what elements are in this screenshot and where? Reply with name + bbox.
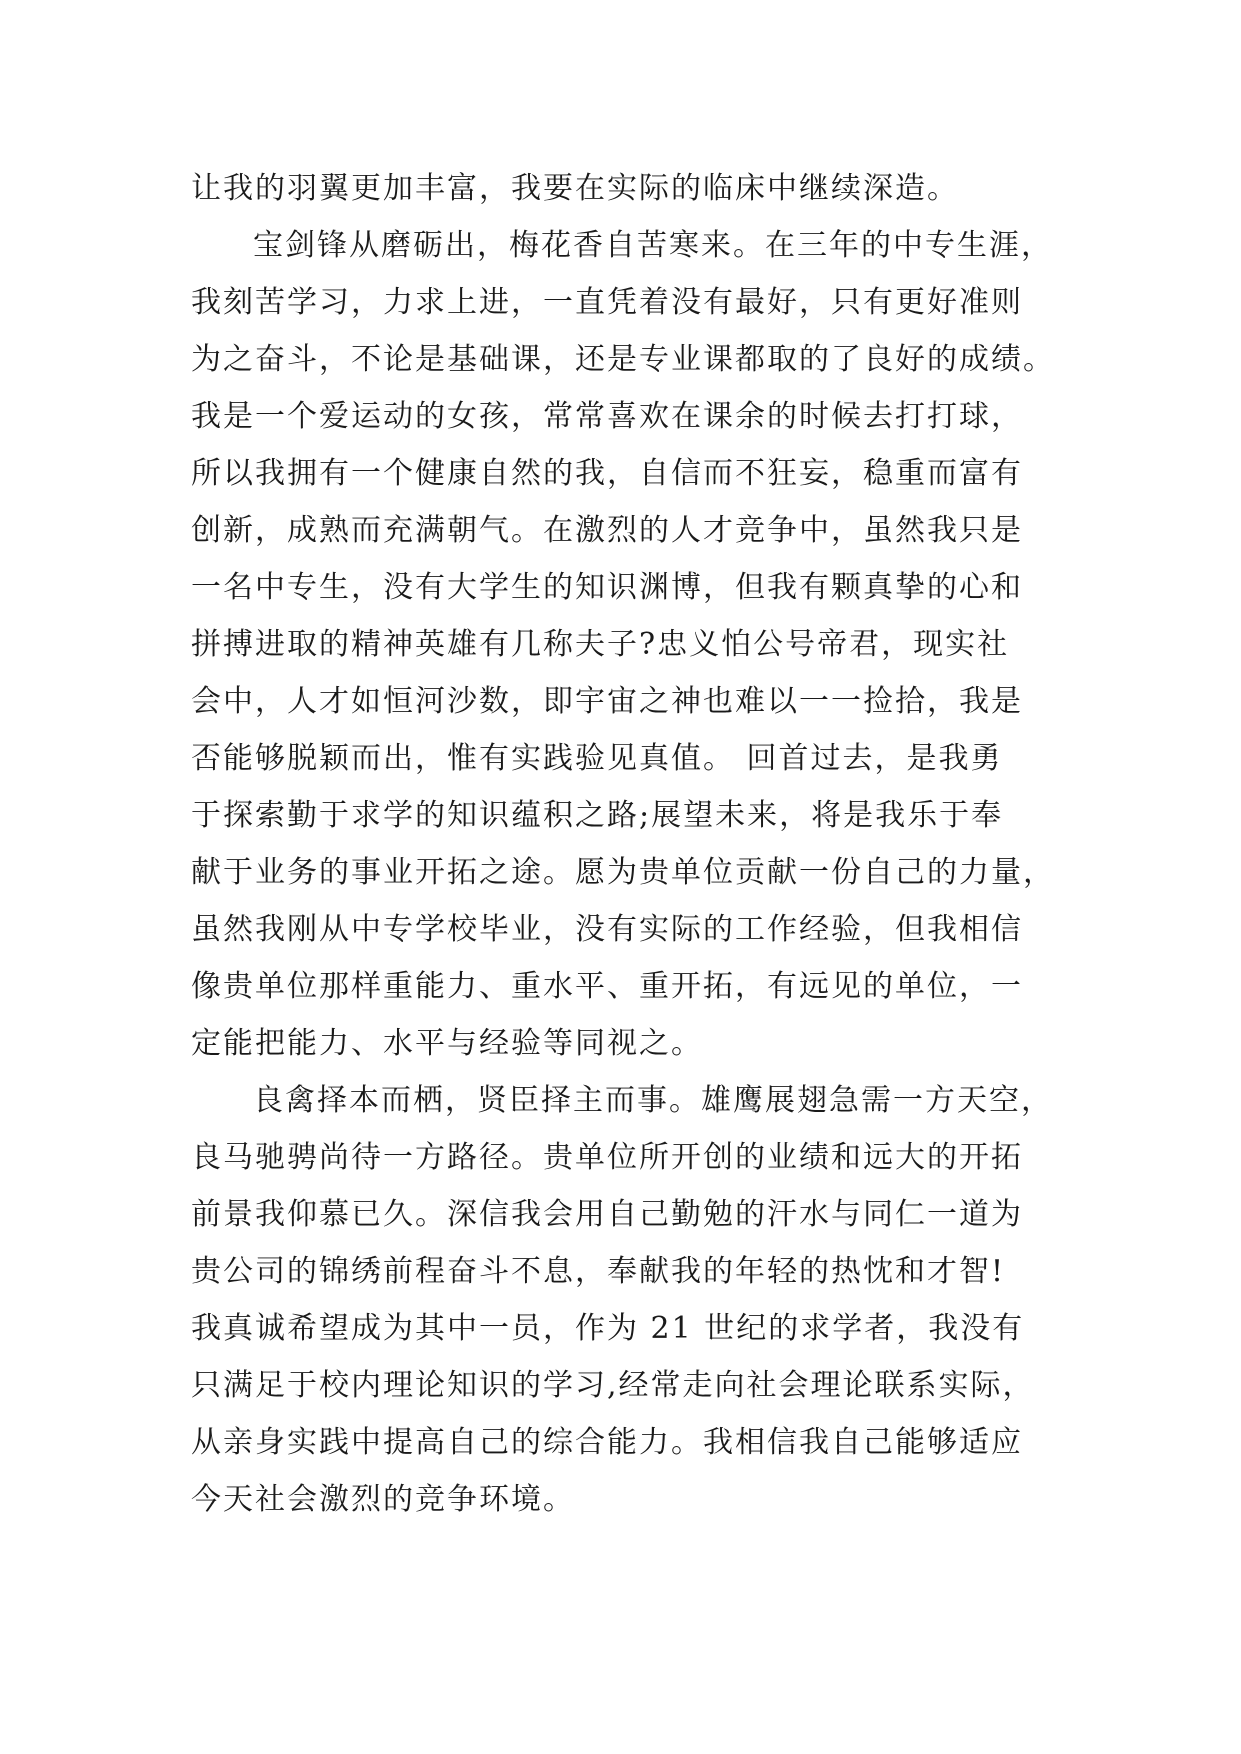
text-line: 虽然我刚从中专学校毕业，没有实际的工作经验，但我相信 [191, 912, 1023, 947]
text-line: 贵公司的锦绣前程奋斗不息，奉献我的年轻的热忱和才智! [191, 1254, 1006, 1289]
text-line: 创新，成熟而充满朝气。在激烈的人才竞争中，虽然我只是 [191, 513, 1023, 548]
text-line: 今天社会激烈的竞争环境。 [191, 1482, 575, 1517]
text-line: 只满足于校内理论知识的学习,经常走向社会理论联系实际， [191, 1368, 1035, 1403]
text-line: 于探索勤于求学的知识蕴积之路;展望未来，将是我乐于奉 [191, 798, 1004, 833]
text-line: 拼搏进取的精神英雄有几称夫子?忠义怕公号帝君，现实社 [191, 627, 1010, 662]
paragraph-start-line: 宝剑锋从磨砺出，梅花香自苦寒来。在三年的中专生涯， [253, 228, 1053, 263]
text-line: 定能把能力、水平与经验等同视之。 [191, 1026, 703, 1061]
text-line: 前景我仰慕已久。深信我会用自己勤勉的汗水与同仁一道为 [191, 1197, 1023, 1232]
text-line: 我真诚希望成为其中一员，作为 21 世纪的求学者，我没有 [191, 1311, 1025, 1346]
text-line: 一名中专生，没有大学生的知识渊博，但我有颗真挚的心和 [191, 570, 1023, 605]
paragraph-start-line: 良禽择本而栖，贤臣择主而事。雄鹰展翅急需一方天空， [253, 1083, 1053, 1118]
text-line: 所以我拥有一个健康自然的我，自信而不狂妄，稳重而富有 [191, 456, 1023, 491]
text-line: 否能够脱颖而出，惟有实践验见真值。 回首过去，是我勇 [191, 741, 1003, 776]
text-line: 让我的羽翼更加丰富，我要在实际的临床中继续深造。 [191, 171, 959, 206]
text-line: 良马驰骋尚待一方路径。贵单位所开创的业绩和远大的开拓 [191, 1140, 1023, 1175]
text-line: 为之奋斗，不论是基础课，还是专业课都取的了良好的成绩。 [191, 342, 1055, 377]
document-body [191, 160, 1055, 1528]
text-line: 像贵单位那样重能力、重水平、重开拓，有远见的单位，一 [191, 969, 1023, 1004]
text-line: 从亲身实践中提高自己的综合能力。我相信我自己能够适应 [191, 1425, 1023, 1460]
text-line: 我刻苦学习，力求上进，一直凭着没有最好，只有更好准则 [191, 285, 1023, 320]
text-line: 会中，人才如恒河沙数，即宇宙之神也难以一一捡拾，我是 [191, 684, 1023, 719]
text-line: 献于业务的事业开拓之途。愿为贵单位贡献一份自己的力量， [191, 855, 1055, 890]
text-line: 我是一个爱运动的女孩，常常喜欢在课余的时候去打打球， [191, 399, 1023, 434]
